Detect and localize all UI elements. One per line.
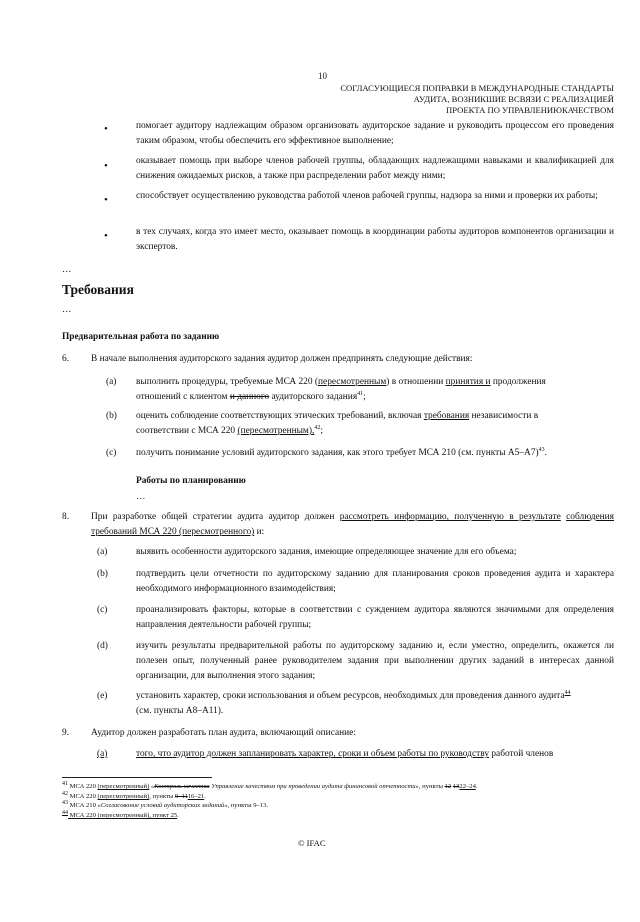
footnote-42: $^{42}$ МСА 220 (пересмотренный), пункты 9–1116–21.	[62, 790, 206, 800]
running-header	[340, 83, 614, 116]
paragraph-6-number: 6.	[62, 354, 70, 364]
paragraph-9-number: 9.	[62, 728, 70, 738]
paragraph-8-text: При разработке общей стратегии аудита аудитор должен рассмотреть информацию, полученную в результате соблюдения требований МСА 220 (пересмотренного) и:	[91, 512, 614, 537]
planning-heading: Работы по планированию	[136, 476, 246, 486]
paragraph-8b-text: подтвердить цели отчетности по аудиторскому заданию для планирования сроков проведения аудита и характера необходимого информационного взаимодействия;	[136, 569, 614, 594]
bullet-item-1: помогает аудитору надлежащим образом организовать аудиторское задание и руководить процессом его проведения таким образом, чтобы обеспечить его эффективное выполнение;	[136, 121, 614, 146]
paragraph-6a-text: выполнить процедуры, требуемые МСА 220 (пересмотренным) в отношении принятия и продолжения отношений с клиентом и данного аудиторского задания$^{41}$;	[136, 377, 546, 402]
ellipsis: …	[62, 265, 72, 275]
paragraph-8c-letter: (с)	[97, 605, 108, 615]
footnote-ref-41[interactable]: 41	[357, 390, 364, 397]
paragraph-8-number: 8.	[62, 512, 70, 522]
paragraph-6c-text: получить понимание условий аудиторского задания, как этого требует МСА 210 (см. пункты А5–А7)$^{43}$.	[136, 446, 547, 458]
ellipsis: …	[136, 492, 146, 502]
footnote-divider	[62, 777, 212, 778]
paragraph-8d-text: изучить результаты предварительной работы по аудиторскому заданию и, если уместно, определить, окажется ли полезен опыт, полученный ранее руководителем задания при выполнении других заданий в интересах данной организации, для выполнения этого задания;	[136, 641, 614, 681]
bullet-icon: •	[104, 230, 108, 242]
paragraph-8e-text: установить характер, сроки использования и объем ресурсов, необходимых для проведения данного аудита$^{44}$ (см. пункты А8–А11).	[136, 689, 571, 716]
footnote-ref-43[interactable]: 43	[538, 446, 545, 453]
paragraph-8a-letter: (а)	[97, 547, 108, 557]
paragraph-8b-letter: (b)	[97, 569, 108, 579]
page-number: 10	[318, 71, 327, 81]
paragraph-6c-letter: (с)	[106, 448, 117, 458]
paragraph-6-text: В начале выполнения аудиторского задания аудитор должен предпринять следующие действия:	[91, 354, 473, 364]
bullet-item-4: в тех случаях, когда это имеет место, оказывает помощь в координации работы аудиторов компонентов организации и экспертов.	[136, 227, 614, 252]
paragraph-6b-letter: (b)	[106, 411, 117, 421]
paragraph-9a-text: того, что аудитор должен запланировать характер, сроки и объем работы по руководству работой членов	[136, 749, 554, 759]
paragraph-8e-letter: (е)	[97, 691, 108, 701]
ellipsis: …	[62, 305, 72, 315]
footnote-43: $^{43}$ МСА 210 «Согласование условий аудиторских заданий», пункты 9–13.	[62, 799, 269, 809]
footer-copyright: © IFAC	[298, 838, 326, 848]
footnote-ref-42[interactable]: 42	[314, 424, 321, 431]
paragraph-6b-text: оценить соблюдение соответствующих этических требований, включая требования независимости в соответствии с МСА 220 (пересмотренным),$^{42}$;	[136, 411, 539, 436]
bullet-item-3: способствует осуществлению руководства работой членов рабочей группы, надзора за ними и проверки их работы;	[136, 191, 598, 201]
paragraph-6a-letter: (а)	[106, 377, 117, 387]
requirements-heading: Требования	[62, 282, 134, 297]
header-line-3: ПРОЕКТА ПО УПРАВЛЕНИЮКАЧЕСТВОМ	[446, 105, 614, 115]
footnote-ref-44[interactable]: 44	[564, 689, 571, 696]
bullet-icon: •	[104, 123, 108, 135]
bullet-icon: •	[104, 194, 108, 206]
footnote-41: $^{41}$ МСА 220 (пересмотренный) «Контроль качества Управление качеством при проведении аудита финансовой отчетности», пункты 12 1322–24.	[62, 780, 478, 790]
paragraph-8c-text: проанализировать факторы, которые в соответствии с суждением аудитора являются значимыми для определения направления деятельности рабочей группы;	[136, 605, 614, 630]
footnote-44: $^{44}$ МСА 220 (пересмотренный), пункт 25.	[62, 809, 179, 819]
header-line-1: СОГЛАСУЮЩИЕСЯ ПОПРАВКИ В МЕЖДУНАРОДНЫЕ СТАНДАРТЫ	[340, 83, 614, 93]
paragraph-8a-text: выявить особенности аудиторского задания, имеющие определяющее значение для его объема;	[136, 547, 517, 557]
header-line-2: АУДИТА, ВОЗНИКШИЕ ВСВЯЗИ С РЕАЛИЗАЦИЕЙ	[413, 94, 614, 104]
preliminary-heading: Предварительная работа по заданию	[62, 332, 220, 342]
paragraph-9-text: Аудитор должен разработать план аудита, включающий описание:	[91, 728, 356, 738]
paragraph-9a-letter: (а)	[97, 749, 108, 759]
bullet-item-2: оказывает помощь при выборе членов рабочей группы, обладающих надлежащими навыками и квалификацией для снижения ожидаемых рисков, а также при распределении работ между ними;	[136, 156, 614, 181]
bullet-icon: •	[104, 160, 108, 172]
paragraph-8d-letter: (d)	[97, 641, 108, 651]
